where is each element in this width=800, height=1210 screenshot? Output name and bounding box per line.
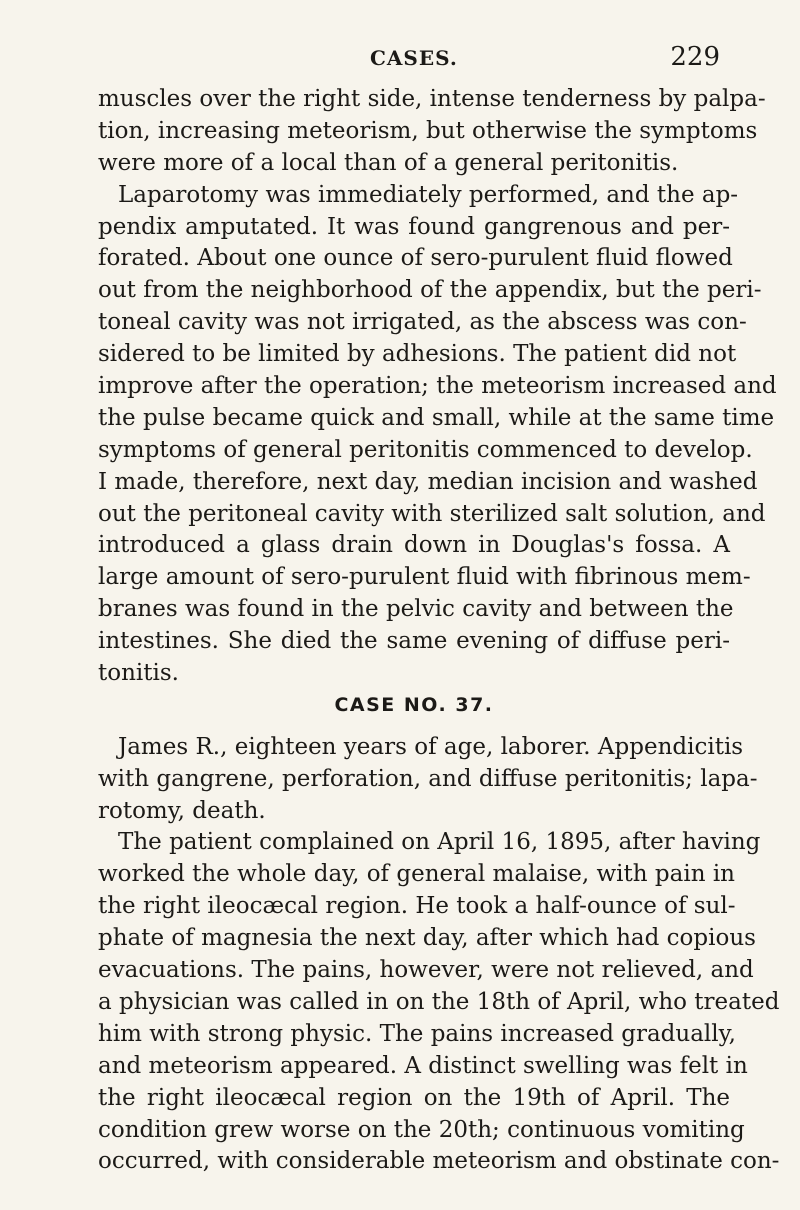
text-line: Laparotomy was immediately performed, and the ap- xyxy=(118,181,739,208)
text-line: the right ileocæcal region. He took a half-ounce of sul- xyxy=(98,893,736,920)
text-line: toneal cavity was not irrigated, as the abscess was con- xyxy=(98,309,747,336)
text-line: with gangrene, perforation, and diffuse peritonitis; lapa- xyxy=(98,765,758,792)
text-line: James R., eighteen years of age, laborer. Appendicitis xyxy=(118,733,744,760)
text-line: evacuations. The pains, however, were not relieved, and xyxy=(98,957,754,984)
text-line: introduced a glass drain down in Douglas's fossa. A xyxy=(98,532,730,559)
text-line: worked the whole day, of general malaise, with pain in xyxy=(98,861,735,888)
text-line: intestines. She died the same evening of diffuse peri- xyxy=(98,628,730,655)
text-line: muscles over the right side, intense tenderness by palpa- xyxy=(98,86,766,112)
paragraph-case-summary xyxy=(98,732,758,828)
text-line: tion, increasing meteorism, but otherwise the symptoms xyxy=(98,117,758,144)
text-line: out from the neighborhood of the appendix, but the peri- xyxy=(98,277,762,304)
text-line: pendix amputated. It was found gangrenous and per- xyxy=(98,213,730,240)
text-line: large amount of sero-purulent fluid with fibrinous mem- xyxy=(98,564,751,591)
running-title: CASES. xyxy=(370,46,458,70)
text-line: were more of a local than of a general peritonitis. xyxy=(98,149,679,176)
text-line: him with strong physic. The pains increased gradually, xyxy=(98,1020,736,1047)
text-line: the right ileocæcal region on the 19th of April. The xyxy=(98,1084,730,1111)
text-line: forated. About one ounce of sero-purulent fluid flowed xyxy=(98,245,733,272)
text-line: condition grew worse on the 20th; continuous vomiting xyxy=(98,1116,745,1143)
text-line: branes was found in the pelvic cavity and between the xyxy=(98,596,734,623)
text-line: sidered to be limited by adhesions. The patient did not xyxy=(98,341,737,368)
text-line: occurred, with considerable meteorism and obstinate con- xyxy=(98,1148,780,1175)
text-line: symptoms of general peritonitis commenced to develop. xyxy=(98,436,753,463)
text-line: I made, therefore, next day, median incision and washed xyxy=(98,468,758,495)
paragraph-case-history xyxy=(98,827,780,1178)
text-line: tonitis. xyxy=(98,660,179,687)
paragraph-laparotomy xyxy=(98,180,777,690)
body-text xyxy=(98,84,780,1178)
running-head xyxy=(100,42,720,76)
paragraph-continuation xyxy=(98,84,766,180)
text-line: out the peritoneal cavity with sterilized salt solution, and xyxy=(98,500,766,527)
text-line: phate of magnesia the next day, after which had copious xyxy=(98,925,756,952)
page-number: 229 xyxy=(670,42,720,72)
text-line: the pulse became quick and small, while at the same time xyxy=(98,404,775,431)
text-line: improve after the operation; the meteorism increased and xyxy=(98,373,777,400)
text-line: rotomy, death. xyxy=(98,797,266,824)
text-line: and meteorism appeared. A distinct swelling was felt in xyxy=(98,1052,748,1079)
text-line: The patient complained on April 16, 1895, after having xyxy=(118,829,761,856)
text-line: a physician was called in on the 18th of April, who treated xyxy=(98,988,780,1015)
case-heading: CASE NO. 37. xyxy=(334,693,494,716)
